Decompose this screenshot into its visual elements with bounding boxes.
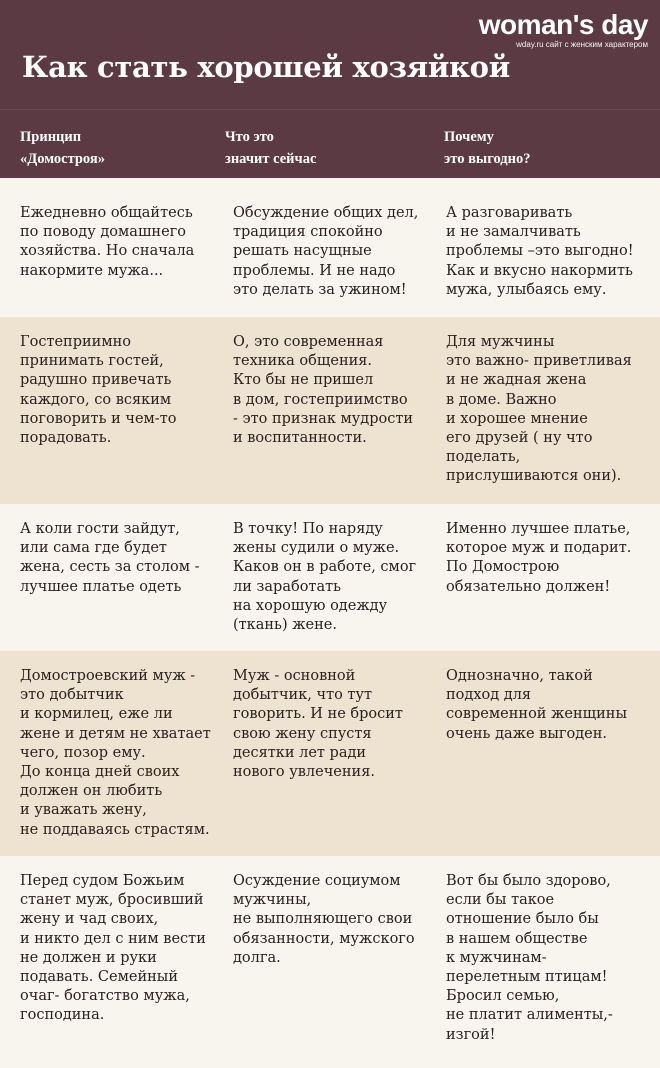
table-row [0,651,660,856]
header-divider [0,109,660,110]
brand-tagline: wday.ru сайт с женским характером [516,40,648,49]
cell-principle: Гостеприимно принимать гостей, радушно привечать каждого, со всяким поговорить и чем-то порадовать. [20,334,177,447]
brand-name: woman's day [478,9,648,40]
column-header-principle: Принцип «Домостроя» [20,129,106,167]
cell-meaning: Обсуждение общих дел, традиция спокойно решать насущные проблемы. И не надо это делать за ужином! [233,205,419,298]
brand-logo[interactable] [479,10,648,50]
column-header-meaning: Что это значит сейчас [225,129,317,167]
cell-benefit: А разговаривать и не замалчивать проблемы –это выгодно! Как и вкусно накормить мужа, улыбаясь ему. [446,205,634,298]
cell-meaning: Осуждение социумом мужчины, не выполняющего свои обязанности, мужского долга. [233,873,415,966]
table-row [0,504,660,651]
cell-meaning: О, это современная техника общения. Кто бы не пришел в дом, гостеприимство - это признак мудрости и воспитанности. [233,334,414,447]
cell-principle: Домостроевский муж - это добытчик и кормилец, еже ли жене и детям не хватает чего, позор ему. До конца дней своих должен он любить и уважать жену, не поддаваясь страстям. [20,668,211,838]
table-row [0,856,660,1068]
cell-principle: А коли гости зайдут, или сама где будет жена, сесть за столом - лучшее платье одеть [20,521,200,595]
cell-principle: Ежедневно общайтесь по поводу домашнего хозяйства. Но сначала накормите мужа... [20,205,195,279]
page-title: Как стать хорошей хозяйкой [22,50,510,84]
cell-principle: Перед судом Божьим станет муж, бросивший жену и чад своих, и никто дел с ним вести не должен и руки подавать. Семейный очаг- богатство мужа, господина. [20,873,206,1024]
cell-meaning: В точку! По наряду жены судили о муже. Каков он в работе, смог ли заработать на хорошую одежду (ткань) жене. [233,521,417,634]
cell-benefit: Для мужчины это важно- приветливая и не жадная жена в доме. Важно и хорошее мнение его друзей ( ну что поделать, прислушиваются они). [446,334,632,485]
cell-benefit: Однозначно, такой подход для современной женщины очень даже выгоден. [446,668,628,742]
cell-meaning: Муж - основной добытчик, что тут говорить. И не бросит свою жену спустя десятки лет ради нового увлечения. [233,668,403,781]
cell-benefit: Именно лучшее платье, которое муж и подарит. По Домострою обязательно должен! [446,521,632,595]
cell-benefit: Вот бы было здорово, если бы такое отношение было бы в нашем обществе к мужчинам- перелетным птицам! Бросил семью, не платит алименты,- изгой! [446,873,613,1043]
header-banner [0,0,660,178]
column-header-benefit: Почему это выгодно? [444,129,531,167]
table-row [0,178,660,317]
table-row [0,317,660,504]
